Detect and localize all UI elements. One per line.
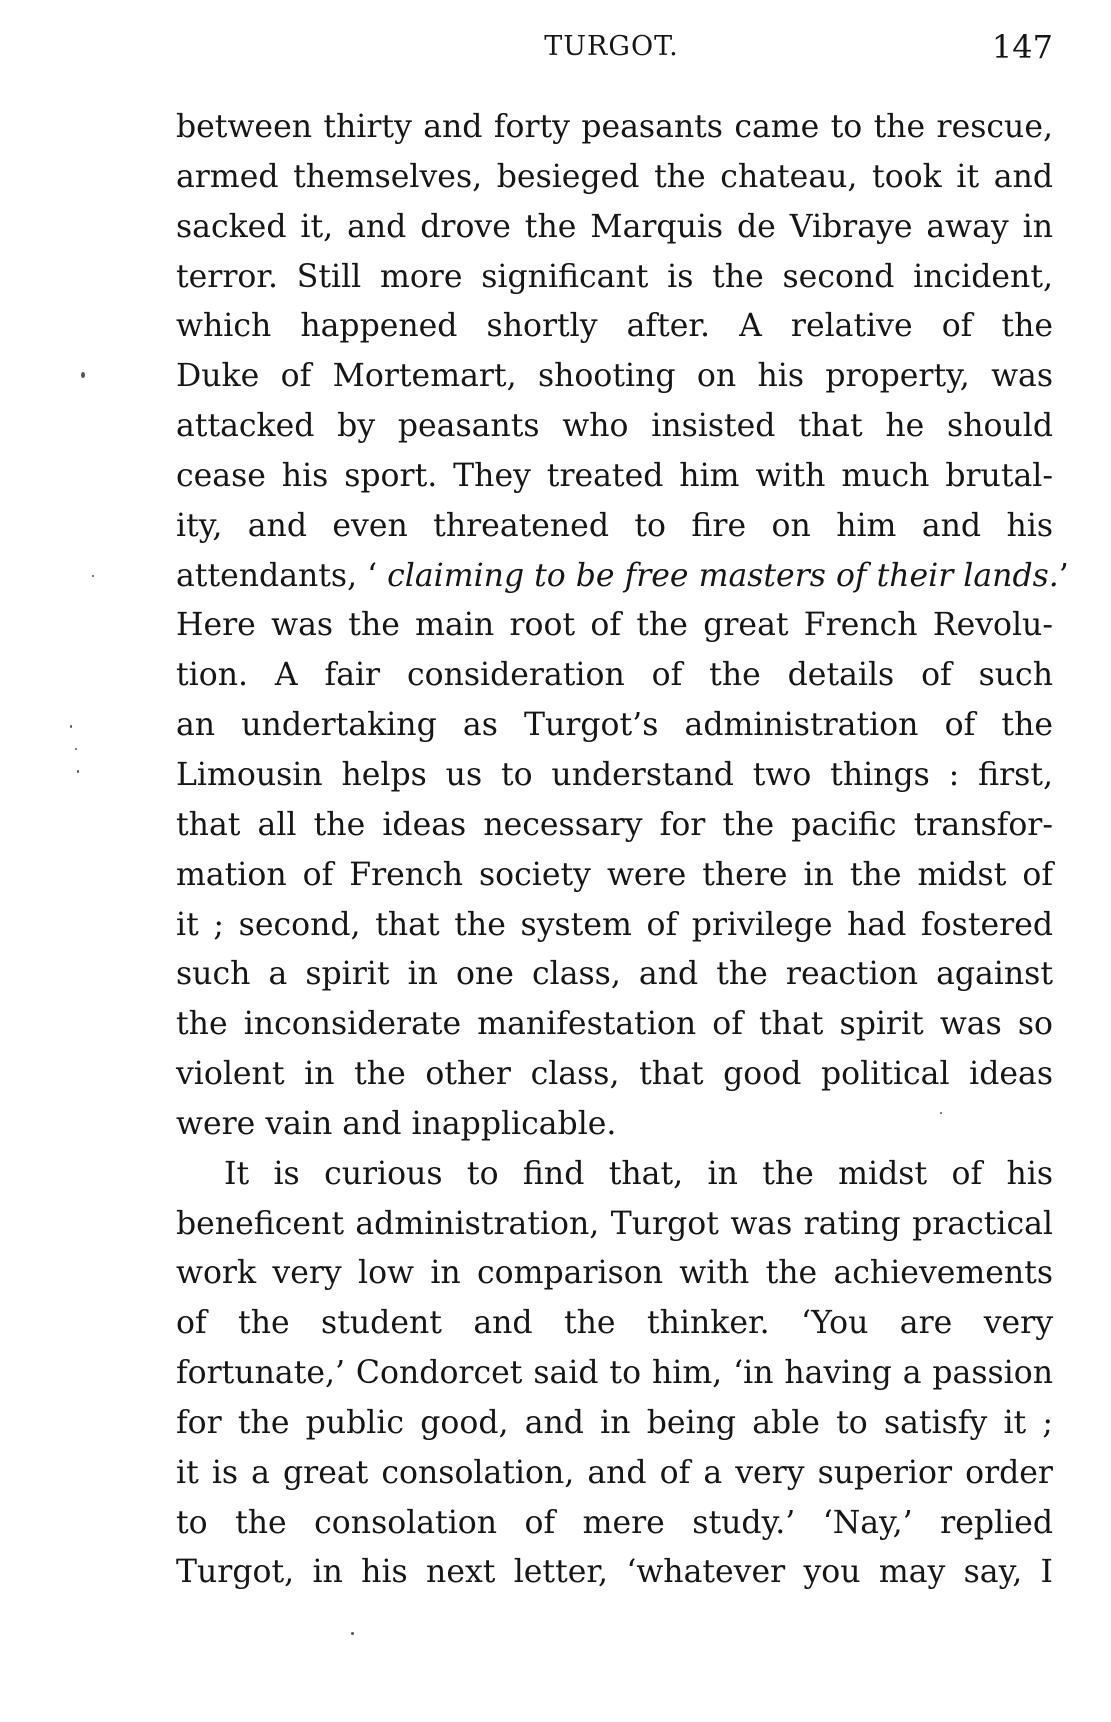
paragraph-2 [176, 1150, 1053, 1599]
italic-quotation: claiming to be free masters of their lands. [387, 557, 1059, 594]
speck [75, 748, 77, 750]
text-line: mation of French society were there in the midst of [176, 856, 1053, 893]
text-line: an undertaking as Turgot’s administration of the [176, 707, 1053, 744]
text-line: ity, and even threatened to fire on him and his [176, 507, 1053, 544]
text-line: between thirty and forty peasants came to the rescue, [176, 109, 1053, 145]
text-line: Here was the main root of the great French Revolu- [176, 607, 1053, 644]
text-line: which happened shortly after. A relative of the [176, 308, 1053, 345]
text-line: Duke of Mortemart, shooting on his property, was [176, 358, 1053, 395]
text-line: attendants, ‘ claiming to be free masters of their lands.’ [176, 557, 1069, 594]
text-line: violent in the other class, that good political ideas [176, 1056, 1053, 1093]
text-line: It is curious to find that, in the midst of his [224, 1155, 1053, 1192]
text-line: cease his sport. They treated him with much brutal- [176, 457, 1053, 494]
text-line: armed themselves, besieged the chateau, took it and [176, 158, 1053, 195]
text-line: terror. Still more significant is the second incident, [176, 258, 1053, 295]
text-line: the inconsiderate manifestation of that spirit was so [176, 1006, 1053, 1043]
paragraph-1 [176, 103, 1069, 1150]
text-line: Turgot, in his next letter, ‘whatever you may say, I [176, 1554, 1053, 1591]
text-line: work very low in comparison with the achievements [176, 1255, 1053, 1292]
text-line: sacked it, and drove the Marquis de Vibraye away in [176, 208, 1053, 245]
speck [70, 725, 72, 728]
text-line: that all the ideas necessary for the pacific transfor- [176, 806, 1053, 843]
running-title: TURGOT. [544, 31, 679, 62]
speck [351, 1632, 354, 1635]
text-line: it is a great consolation, and of a very superior order [176, 1454, 1053, 1491]
text-line: were vain and inapplicable. [176, 1105, 617, 1142]
speck [92, 575, 94, 577]
text-line: beneficent administration, Turgot was rating practical [176, 1205, 1053, 1242]
text-line: it ; second, that the system of privilege had fostered [176, 906, 1053, 943]
text-line: attacked by peasants who insisted that he should [176, 408, 1053, 445]
speck [77, 770, 79, 773]
text-line: to the consolation of mere study.’ ‘Nay,’ replied [176, 1504, 1053, 1541]
page-number: 147 [991, 28, 1053, 66]
text-line: fortunate,’ Condorcet said to him, ‘in having a passion [176, 1355, 1053, 1392]
text-line: for the public good, and in being able to satisfy it ; [176, 1404, 1053, 1441]
body-text [176, 103, 1069, 1598]
text-line: such a spirit in one class, and the reaction against [176, 956, 1053, 993]
text-line: Limousin helps us to understand two things : first, [176, 756, 1053, 793]
running-head [170, 22, 1053, 72]
speck [81, 372, 85, 378]
text-line: of the student and the thinker. ‘You are very [176, 1305, 1053, 1342]
speck [940, 1112, 942, 1114]
text-line: tion. A fair consideration of the details of such [176, 657, 1053, 694]
